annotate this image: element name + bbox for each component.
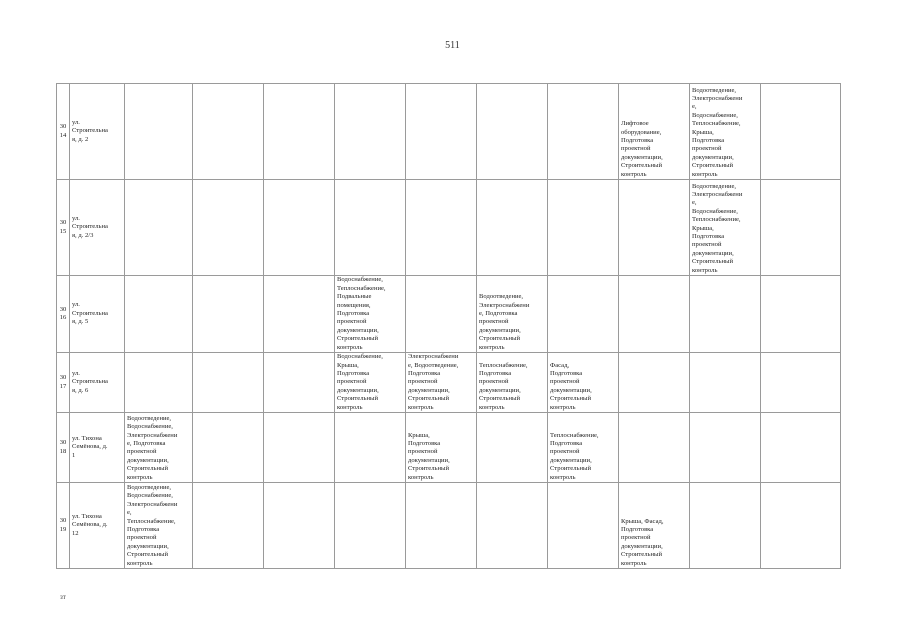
works-cell <box>335 84 406 180</box>
works-cell <box>619 276 690 353</box>
works-cell <box>619 413 690 483</box>
works-cell <box>406 180 477 276</box>
capital-repair-schedule-table <box>56 83 841 569</box>
works-cell <box>761 353 841 413</box>
footer-mark: зт <box>60 593 66 601</box>
works-cell: Теплоснабжение, Подготовка проектной документации, Строительный контроль <box>477 353 548 413</box>
works-cell <box>761 84 841 180</box>
works-cell: Водоотведение, Электроснабжени е, Водоснабжение, Теплоснабжение, Крыша, Подготовка проектной документации, Строительный контроль <box>690 180 761 276</box>
works-cell <box>125 180 193 276</box>
works-cell <box>619 180 690 276</box>
works-cell: Лифтовое оборудование, Подготовка проектной документации, Строительный контроль <box>619 84 690 180</box>
works-cell <box>193 180 264 276</box>
works-cell <box>193 84 264 180</box>
works-cell <box>619 353 690 413</box>
row-number: 30 14 <box>57 84 70 180</box>
works-cell <box>335 180 406 276</box>
works-cell: Водоснабжение, Теплоснабжение, Подвальные помещения, Подготовка проектной документации, Строительный контроль <box>335 276 406 353</box>
row-address: ул. Тихона Семёнова, д. 12 <box>70 483 125 569</box>
row-number: 30 17 <box>57 353 70 413</box>
works-cell <box>125 353 193 413</box>
row-number: 30 15 <box>57 180 70 276</box>
table-row <box>57 483 841 569</box>
table-row <box>57 180 841 276</box>
row-address: ул. Строительна я, д. 2 <box>70 84 125 180</box>
works-cell <box>264 276 335 353</box>
works-cell <box>264 353 335 413</box>
works-cell <box>477 84 548 180</box>
works-cell <box>125 84 193 180</box>
works-cell <box>193 353 264 413</box>
works-cell: Теплоснабжение, Подготовка проектной документации, Строительный контроль <box>548 413 619 483</box>
works-cell <box>548 276 619 353</box>
table-row <box>57 276 841 353</box>
row-address: ул. Строительна я, д. 6 <box>70 353 125 413</box>
works-cell <box>264 84 335 180</box>
works-cell <box>761 483 841 569</box>
table-row <box>57 353 841 413</box>
works-cell <box>264 483 335 569</box>
row-address: ул. Строительна я, д. 2/3 <box>70 180 125 276</box>
table-row <box>57 84 841 180</box>
works-cell <box>761 180 841 276</box>
works-cell <box>548 84 619 180</box>
works-cell <box>335 483 406 569</box>
works-cell: Водоснабжение, Крыша, Подготовка проектной документации, Строительный контроль <box>335 353 406 413</box>
works-cell <box>761 413 841 483</box>
works-cell <box>690 276 761 353</box>
works-cell <box>193 483 264 569</box>
works-cell <box>690 483 761 569</box>
table-row <box>57 413 841 483</box>
works-cell <box>264 413 335 483</box>
works-cell <box>548 180 619 276</box>
works-cell: Электроснабжени е, Водоотведение, Подготовка проектной документации, Строительный контроль <box>406 353 477 413</box>
works-cell: Водоотведение, Водоснабжение, Электроснабжени е, Подготовка проектной документации, Строительный контроль <box>125 413 193 483</box>
works-cell: Крыша, Фасад, Подготовка проектной документации, Строительный контроль <box>619 483 690 569</box>
row-number: 30 16 <box>57 276 70 353</box>
works-cell <box>690 413 761 483</box>
works-cell: Водоотведение, Электроснабжени е, Водоснабжение, Теплоснабжение, Крыша, Подготовка проектной документации, Строительный контроль <box>690 84 761 180</box>
works-cell: Фасад, Подготовка проектной документации, Строительный контроль <box>548 353 619 413</box>
row-address: ул. Тихона Семёнова, д. 1 <box>70 413 125 483</box>
works-cell <box>193 276 264 353</box>
row-number: 30 18 <box>57 413 70 483</box>
works-cell <box>264 180 335 276</box>
works-cell <box>125 276 193 353</box>
works-cell <box>193 413 264 483</box>
works-cell: Водоотведение, Электроснабжени е, Подготовка проектной документации, Строительный контроль <box>477 276 548 353</box>
works-cell <box>548 483 619 569</box>
works-cell <box>761 276 841 353</box>
works-cell <box>406 483 477 569</box>
works-cell <box>406 276 477 353</box>
works-cell: Водоотведение, Водоснабжение, Электроснабжени е, Теплоснабжение, Подготовка проектной документации, Строительный контроль <box>125 483 193 569</box>
works-cell <box>335 413 406 483</box>
works-cell <box>477 413 548 483</box>
page-number: 511 <box>445 40 460 51</box>
works-cell <box>690 353 761 413</box>
row-address: ул. Строительна я, д. 5 <box>70 276 125 353</box>
works-cell <box>477 180 548 276</box>
works-cell <box>477 483 548 569</box>
works-cell <box>406 84 477 180</box>
row-number: 30 19 <box>57 483 70 569</box>
works-cell: Крыша, Подготовка проектной документации, Строительный контроль <box>406 413 477 483</box>
